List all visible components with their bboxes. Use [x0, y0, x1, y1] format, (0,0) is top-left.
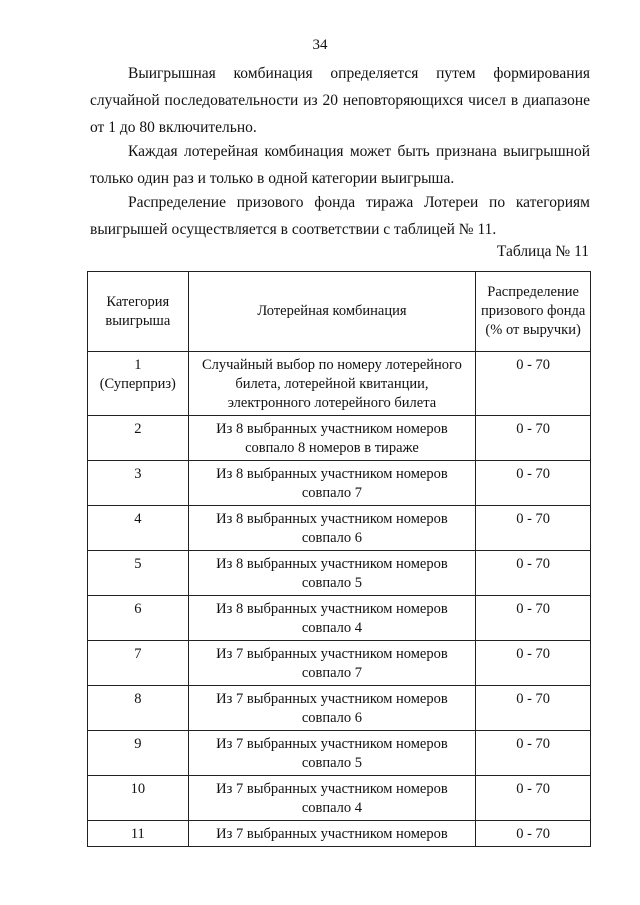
- cell-fund: 0 - 70: [476, 416, 591, 461]
- cell-category: 2: [88, 416, 189, 461]
- cell-combination: Из 7 выбранных участником номеров совпало 5: [188, 731, 476, 776]
- table-header-row: [88, 272, 591, 352]
- table-row: [88, 686, 591, 731]
- cell-combination: Из 7 выбранных участником номеров совпало 6: [188, 686, 476, 731]
- cell-fund: 0 - 70: [476, 731, 591, 776]
- cell-fund: 0 - 70: [476, 596, 591, 641]
- cell-combination: Из 7 выбранных участником номеров совпало 4: [188, 776, 476, 821]
- table-row: [88, 461, 591, 506]
- cell-combination: Случайный выбор по номеру лотерейного билета, лотерейной квитанции, электронного лотерейного билета: [188, 352, 476, 416]
- cell-category: 7: [88, 641, 189, 686]
- table-row: [88, 821, 591, 847]
- header-combination: Лотерейная комбинация: [188, 272, 476, 352]
- cell-combination: Из 8 выбранных участником номеров совпало 4: [188, 596, 476, 641]
- cell-category: [88, 352, 189, 416]
- header-category: Категория выигрыша: [88, 272, 189, 352]
- table-row: [88, 596, 591, 641]
- table-row: [88, 506, 591, 551]
- category-label: (Суперприз): [99, 376, 176, 392]
- cell-combination: Из 8 выбранных участником номеров совпало 6: [188, 506, 476, 551]
- paragraph-line: случайной последовательности из 20 неповторяющихся чисел в диапазоне от 1 до 80 включительно.: [90, 92, 590, 136]
- table-row: [88, 416, 591, 461]
- page-number: 34: [312, 37, 328, 53]
- paragraph-winning-combination: [90, 60, 590, 141]
- cell-fund: 0 - 70: [476, 776, 591, 821]
- table-row: [88, 551, 591, 596]
- table-row: [88, 776, 591, 821]
- table-title: Таблица № 11: [496, 243, 589, 260]
- cell-fund: 0 - 70: [476, 641, 591, 686]
- cell-category: 6: [88, 596, 189, 641]
- paragraph-single-category: Каждая лотерейная комбинация может быть признана выигрышной только один раз и только в одной категории выигрыша.: [90, 143, 590, 187]
- cell-category: 9: [88, 731, 189, 776]
- cell-combination: Из 7 выбранных участником номеров совпало 7: [188, 641, 476, 686]
- paragraph-prize-distribution: Распределение призового фонда тиража Лотереи по категориям выигрышей осуществляется в соответствии с таблицей № 11.: [90, 194, 590, 238]
- cell-category: 5: [88, 551, 189, 596]
- cell-category: 3: [88, 461, 189, 506]
- cell-category: 10: [88, 776, 189, 821]
- table-row: [88, 731, 591, 776]
- table-row: [88, 352, 591, 416]
- table-row: [88, 641, 591, 686]
- cell-fund: 0 - 70: [476, 352, 591, 416]
- cell-combination: Из 8 выбранных участником номеров совпало 5: [188, 551, 476, 596]
- cell-fund: 0 - 70: [476, 551, 591, 596]
- cell-category: 4: [88, 506, 189, 551]
- cell-fund: 0 - 70: [476, 686, 591, 731]
- cell-combination: Из 8 выбранных участником номеров совпало 8 номеров в тираже: [188, 416, 476, 461]
- cell-combination: Из 7 выбранных участником номеров: [188, 821, 476, 847]
- cell-fund: 0 - 70: [476, 461, 591, 506]
- cell-category: 8: [88, 686, 189, 731]
- cell-combination: Из 8 выбранных участником номеров совпало 7: [188, 461, 476, 506]
- cell-fund: 0 - 70: [476, 821, 591, 847]
- cell-category: 11: [88, 821, 189, 847]
- cell-fund: 0 - 70: [476, 506, 591, 551]
- paragraph-line: Выигрышная комбинация определяется путем формирования: [128, 65, 590, 82]
- header-fund: Распределение призового фонда (% от выручки): [476, 272, 591, 352]
- prize-distribution-table: [87, 271, 591, 847]
- category-number: 1: [134, 357, 142, 373]
